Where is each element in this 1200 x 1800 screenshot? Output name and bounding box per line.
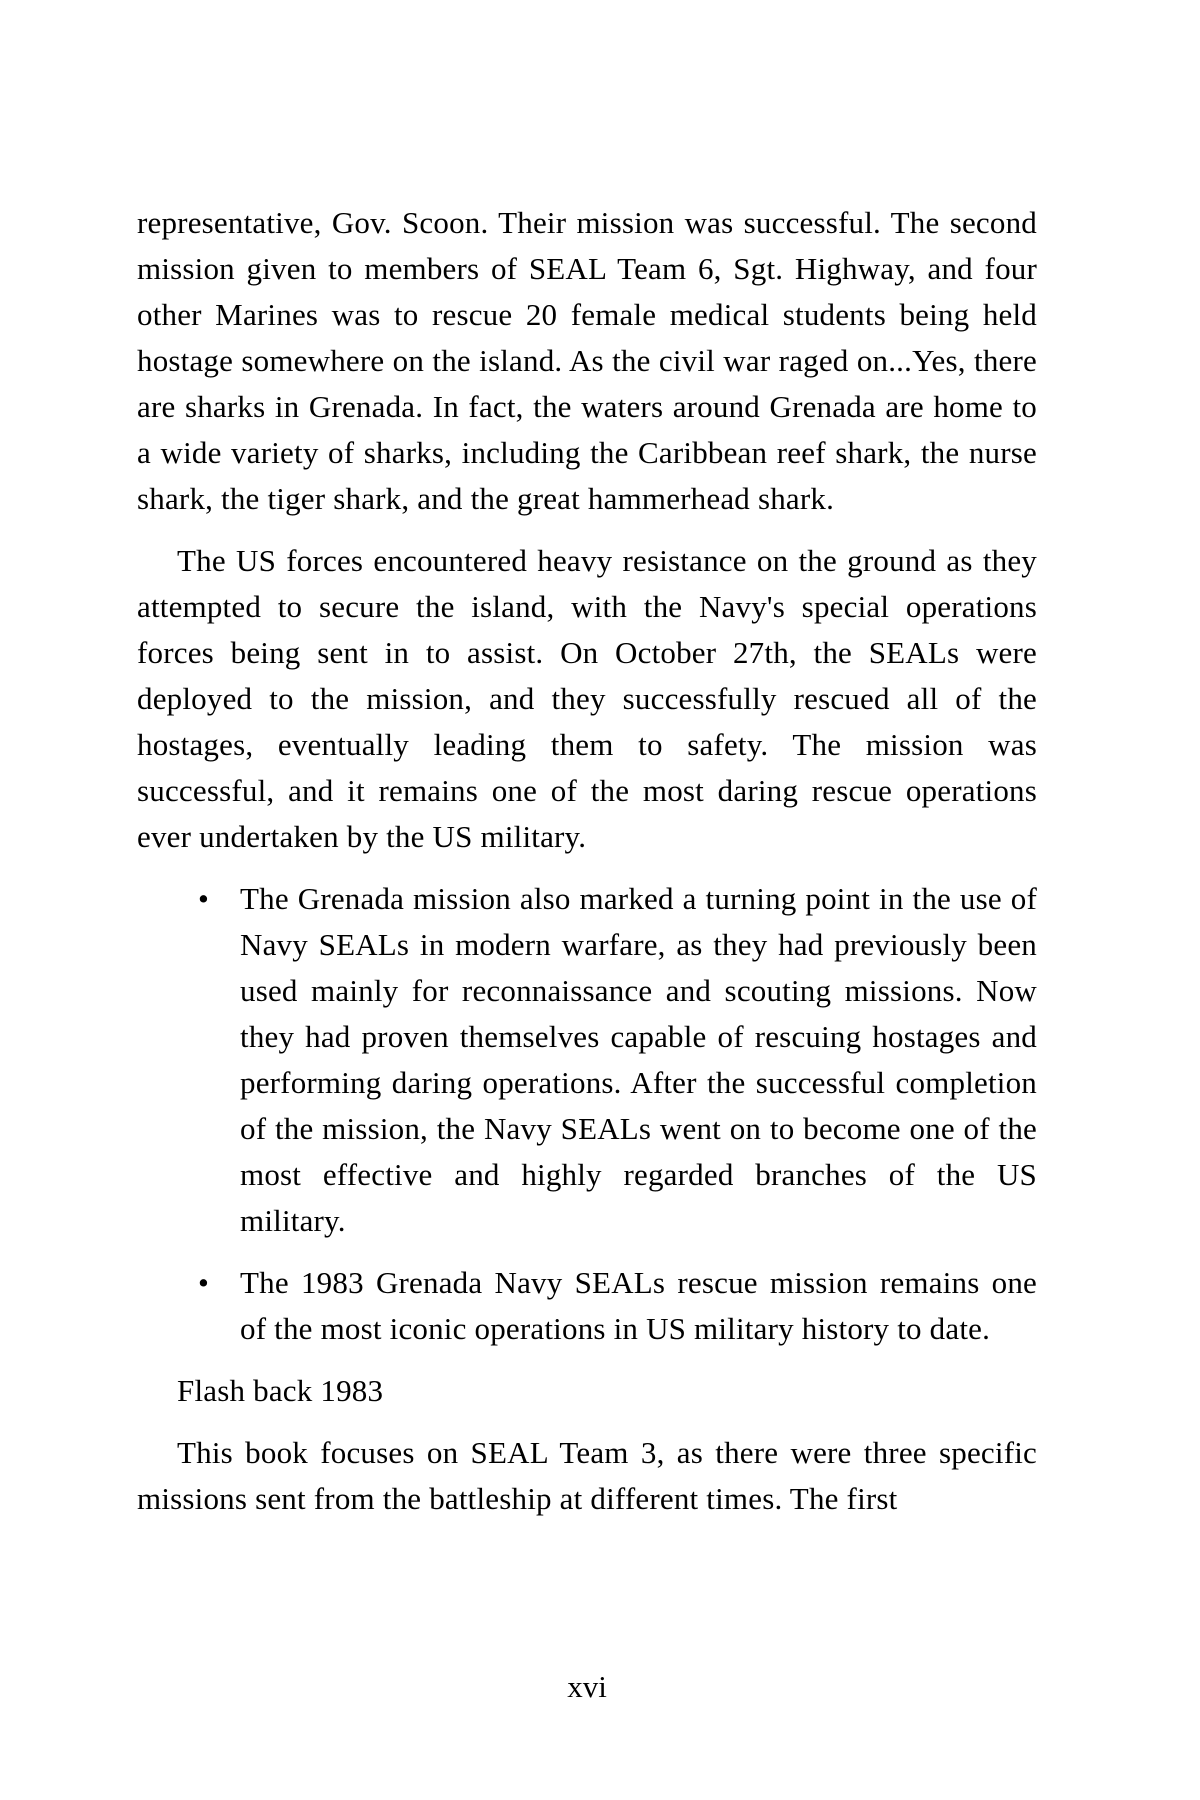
bullet-icon: • — [198, 881, 210, 916]
bullet-icon: • — [198, 1265, 210, 1300]
paragraph-continuation: representative, Gov. Scoon. Their mission was successful. The second mission given to members of SEAL Team 6, Sgt. Highway, and four other Marines was to rescue 20 female medical students being held hostage somewhere on the island. As the civil war raged on...Yes, there are sharks in Grenada. In fact, the waters around Grenada are home to a wide variety of sharks, including the Caribbean reef shark, the nurse shark, the tiger shark, and the great hammerhead shark. — [137, 205, 1037, 516]
bullet-text: The 1983 Grenada Navy SEALs rescue mission remains one of the most iconic operations in US military history to date. — [240, 1265, 1037, 1346]
section-heading-flashback: Flash back 1983 — [177, 1373, 384, 1408]
text-column — [137, 200, 1037, 1538]
bullet-list — [137, 876, 1037, 1352]
paragraph-seal-team-3: This book focuses on SEAL Team 3, as there were three specific missions sent from the battleship at different times. The first — [137, 1435, 1037, 1516]
bullet-item-turning-point — [198, 876, 1037, 1244]
bullet-text: The Grenada mission also marked a turning point in the use of Navy SEALs in modern warfare, as they had previously been used mainly for reconnaissance and scouting missions. Now they had proven themselves capable of rescuing hostages and performing daring operations. After the successful completion of the mission, the Navy SEALs went on to become one of the most effective and highly regarded branches of the US military. — [240, 881, 1037, 1238]
paragraph-us-forces: The US forces encountered heavy resistance on the ground as they attempted to secure the island, with the Navy's special operations forces being sent in to assist. On October 27th, the SEALs were deployed to the mission, and they successfully rescued all of the hostages, eventually leading them to safety. The mission was successful, and it remains one of the most daring rescue operations ever undertaken by the US military. — [137, 543, 1037, 854]
bullet-item-iconic-mission — [198, 1260, 1037, 1352]
page-number: xvi — [567, 1669, 607, 1704]
